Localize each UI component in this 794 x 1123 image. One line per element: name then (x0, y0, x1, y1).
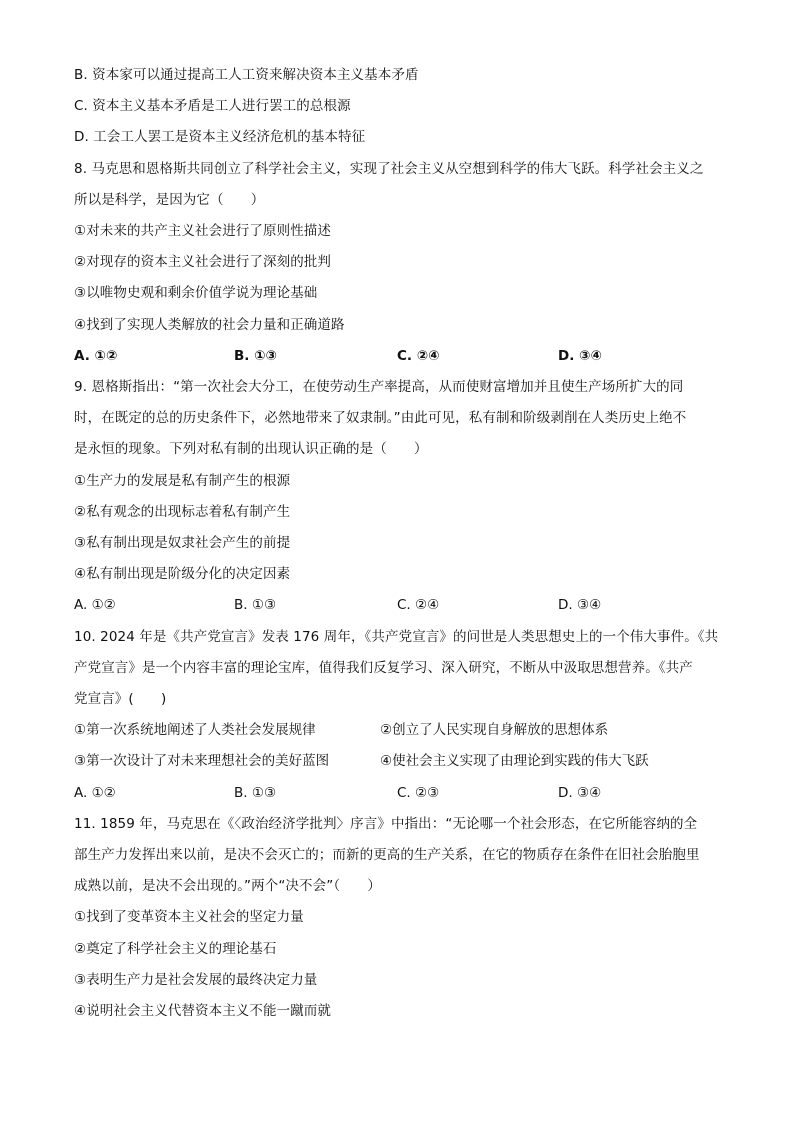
q10-choice-a: A. ①② (74, 784, 116, 801)
q8-choice-a: A. ①② (74, 347, 118, 364)
q8-stem-line-2: 所以是科学，是因为它（ ） (74, 191, 265, 208)
q10-statements-row-2 (74, 746, 722, 777)
q9-statement-3: ③私有制出现是奴隶社会产生的前提 (74, 535, 291, 552)
q10-statements-row-1 (74, 715, 722, 746)
q11-statement-1: ①找到了变革资本主义社会的坚定力量 (74, 909, 304, 926)
q8-choice-b: B. ①③ (234, 347, 277, 364)
q11-statement-3: ③表明生产力是社会发展的最终决定力量 (74, 971, 318, 988)
q8-statement-2: ②对现存的资本主义社会进行了深刻的批判 (74, 254, 332, 271)
q7-option-c: C. 资本主义基本矛盾是工人进行罢工的总根源 (74, 98, 351, 115)
q8-choice-d: D. ③④ (558, 347, 602, 364)
q10-statement-4: ④使社会主义实现了由理论到实践的伟大飞跃 (380, 753, 649, 770)
q10-stem-line-2: 产党宣言》是一个内容丰富的理论宝库，值得我们反复学习、深入研究，不断从中汲取思想营养。《共产 (74, 659, 693, 676)
q8-statement-3: ③以唯物史观和剩余价值学说为理论基础 (74, 285, 318, 302)
q9-statement-1: ①生产力的发展是私有制产生的根源 (74, 472, 291, 489)
q9-choice-a: A. ①② (74, 597, 116, 614)
q10-stem-line-3: 党宣言》( ) (74, 691, 167, 708)
q10-statement-3: ③第一次设计了对未来理想社会的美好蓝图 (74, 753, 330, 770)
q10-choices (74, 778, 722, 809)
q11-stem-line-1: 11. 1859 年，马克思在《〈政治经济学批判〉序言》中指出：“无论哪一个社会形态，在它所能容纳的全 (74, 815, 698, 832)
q8-statement-4: ④找到了实现人类解放的社会力量和正确道路 (74, 316, 345, 333)
q10-statement-1: ①第一次系统地阐述了人类社会发展规律 (74, 722, 316, 739)
q9-stem-line-3: 是永恒的现象。下列对私有制的出现认识正确的是（ ） (74, 441, 428, 458)
q10-statement-2: ②创立了人民实现自身解放的思想体系 (380, 722, 609, 739)
q8-stem-line-1: 8. 马克思和恩格斯共同创立了科学社会主义，实现了社会主义从空想到科学的伟大飞跃。科学社会主义之 (74, 160, 704, 177)
q7-option-b: B. 资本家可以通过提高工人工资来解决资本主义基本矛盾 (74, 67, 419, 83)
q11-stem-line-2: 部生产力发挥出来以前，是决不会灭亡的；而新的更高的生产关系，在它的物质存在条件在旧社会胎胞里 (74, 847, 700, 863)
q9-stem-line-2: 时，在既定的总的历史条件下，必然地带来了奴隶制。”由此可见，私有制和阶级剥削在人类历史上绝不 (74, 410, 687, 427)
q9-choice-b: B. ①③ (234, 597, 277, 614)
q9-choice-d: D. ③④ (558, 597, 602, 614)
q9-stem-line-1: 9. 恩格斯指出：“第一次社会大分工，在使劳动生产率提高，从而使财富增加并且使生产场所扩大的同 (74, 379, 684, 396)
q8-choice-c: C. ②④ (397, 347, 440, 364)
q10-choice-b: B. ①③ (234, 784, 277, 801)
q9-choice-c: C. ②④ (397, 597, 440, 614)
q7-option-d: D. 工会工人罢工是资本主义经济危机的基本特征 (74, 129, 366, 146)
q11-statement-4: ④说明社会主义代替资本主义不能一蹴而就 (74, 1003, 332, 1020)
q9-statement-2: ②私有观念的出现标志着私有制产生 (74, 503, 291, 520)
q10-choice-d: D. ③④ (558, 784, 602, 801)
q9-statement-4: ④私有制出现是阶级分化的决定因素 (74, 566, 291, 583)
q9-choices (74, 590, 722, 621)
q8-statement-1: ①对未来的共产主义社会进行了原则性描述 (74, 223, 332, 240)
q10-choice-c: C. ②③ (397, 784, 440, 801)
q11-stem-line-3: 成熟以前，是决不会出现的。”两个“决不会”（ ） (74, 878, 381, 895)
q8-choices (74, 341, 722, 372)
q10-stem-line-1: 10. 2024 年是《共产党宣言》发表 176 周年，《共产党宣言》的问世是人类思想史上的一个伟大事件。《共 (74, 628, 719, 645)
q11-statement-2: ②奠定了科学社会主义的理论基石 (74, 940, 277, 957)
